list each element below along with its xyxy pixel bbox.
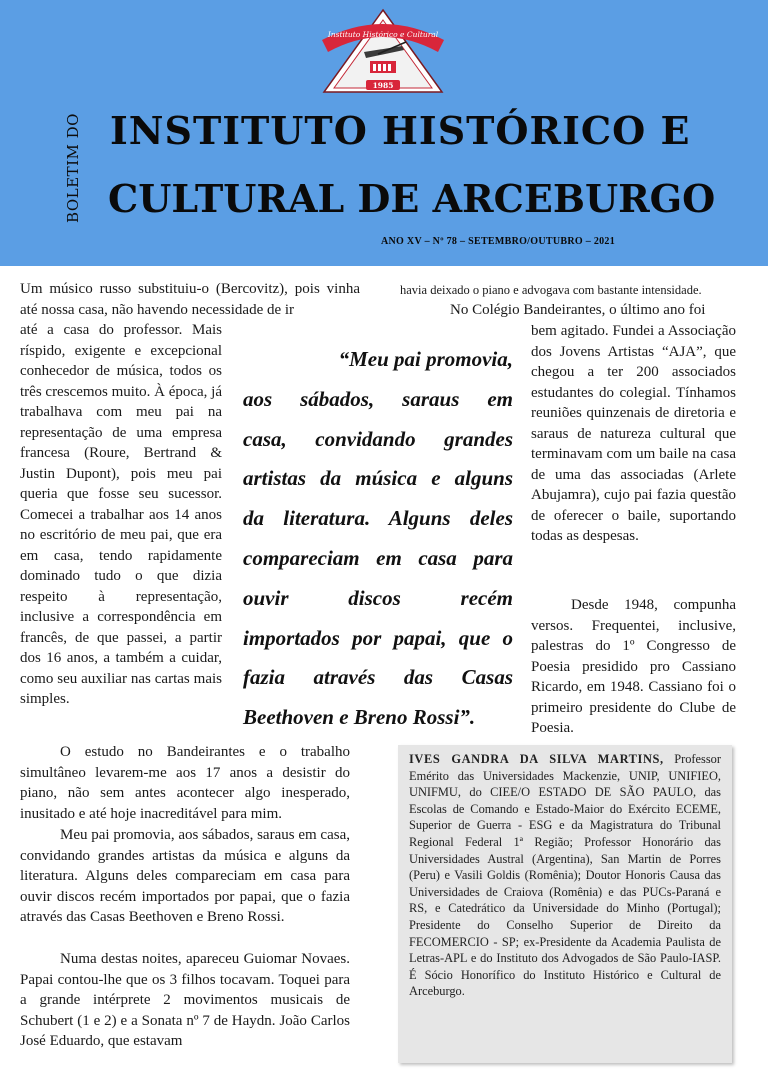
article-col2-para1: bem agitado. Fundei a Associação dos Jovens Artistas “AJA”, que chegou a ter 200 associados estudantes do colegial. Tínhamos reuniões quinzenais de diretoria e saraus de natureza cultural que terminavam com um baile na casa de uma das associadas (Arlete Abujamra), cujo pai fazia questão de oferecer o baile, suportando todas as despesas. [531, 323, 736, 544]
pull-quote-line: compareciam em casa para [243, 545, 513, 570]
issue-info: ANO XV – Nº 78 – SETEMBRO/OUTUBRO – 2021 [381, 236, 616, 247]
author-bio-text [398, 745, 732, 1000]
masthead [0, 0, 768, 266]
article-col1-narrow: até a casa do professor. Mais ríspido, exigente e excepcional conhecedor de música, todos os três crescemos muito. À época, já trabalhava com meu pai na representação de uma empresa francesa (Roure, Bertrand & Justin Dupont), pois meu pai queria que fosse seu sucessor. Comecei a trabalhar aos 14 anos no escritório de meu pai, que era em casa, tendo rapidamente dominado tudo o que dizia respeito à representação, inclusive a correspondência em francês, de que passei, a partir dos 16 anos, a também a cuidar, como seu auxiliar nas cartas mais simples. [20, 322, 223, 707]
logo-ribbon-text: Instituto Histórico e Cultural [327, 30, 439, 39]
vertical-label: BOLETIM DO [64, 113, 83, 223]
article-col2-intro: No Colégio Bandeirantes, o último ano foi [450, 302, 706, 318]
pull-quote [243, 340, 513, 738]
pull-quote-line: Beethoven e Breno Rossi”. [243, 705, 476, 730]
pull-quote-line: da literatura. Alguns deles [243, 506, 513, 531]
article-col2-para2: Desde 1948, compunha versos. Frequentei, inclusive, palestras do 1º Congresso de Poesia presidido pro Cassiano Ricardo, em 1948. Cassiano foi o primeiro presidente do Clube de Poesia. [531, 597, 736, 736]
article-col1-para4: Numa destas noites, apareceu Guiomar Novaes. Papai contou-lhe que os 3 filhos tocavam. Toquei para a grande intérprete 2 movimentos musicais de Schubert (1 e 2) e a Sonata nº 7 de Haydn. João Carlos José Eduardo, que estavam [20, 951, 350, 1049]
pull-quote-line: importados por papai, que o [243, 625, 513, 650]
pull-quote-line: aos sábados, saraus em [243, 386, 513, 411]
article-col1-para2: O estudo no Bandeirantes e o trabalho simultâneo levarem-me aos 17 anos a desistir do piano, não sem antes acontecer algo inesperado, inusitado e até hoje inacreditável para mim. [20, 744, 350, 822]
article-col2-top: havia deixado o piano e advogava com bastante intensidade. [400, 283, 702, 297]
masthead-title-line2: CULTURAL DE ARCEBURGO [108, 176, 716, 221]
article-col1-para3: Meu pai promovia, aos sábados, saraus em casa, convidando grandes artistas da música e alguns da literatura. Alguns deles compareciam em casa para ouvir discos recém importados por papai, que o fazia através das Casas Beethoven e Breno Rossi. [20, 827, 350, 925]
pull-quote-line: artistas da música e alguns [243, 466, 513, 491]
logo-founded-year: 1985 [372, 81, 394, 90]
pull-quote-line: casa, convidando grandes [243, 426, 513, 451]
author-bio-box [398, 745, 732, 1063]
pull-quote-line: fazia através das Casas [243, 665, 513, 690]
author-credentials: Professor Emérito das Universidades Mackenzie, UNIP, UNIFIEO, UNIFMU, do CIEE/O ESTADO DE SÃO PAULO, das Escolas de Comando e Estado-Maior do Exército ECEME, Superior de Guerra - ESG e da Magistratura do Tribunal Regional Federal 1ª Região; Professor Honorário das Universidades Austral (Argentina), San Martin de Porres (Peru) e Vasili Goldis (Romênia); Doutor Honoris Causa das Universidades de Craiova (Romênia) e das PUCs-Paraná e RS, e Catedrático da Universidade do Minho (Portugal); Presidente do Conselho Superior de Direito da FECOMERCIO - SP; ex-Presidente da Academia Paulista de Letras-APL e do Instituto dos Advogados de São Paulo-IASP. É Sócio Honorífico do Instituto Histórico e Cultural de Arceburgo. [409, 752, 721, 999]
masthead-title-line1: INSTITUTO HISTÓRICO E [110, 108, 691, 153]
pull-quote-line: “Meu pai promovia, [338, 347, 513, 371]
institute-logo [318, 6, 448, 98]
author-name: IVES GANDRA DA SILVA MARTINS, [409, 752, 664, 766]
pull-quote-line: ouvir discos recém [243, 585, 513, 610]
building-icon [370, 61, 396, 73]
article-col1-top: Um músico russo substituiu-o (Bercovitz), pois vinha até nossa casa, não havendo necessidade de ir [20, 281, 360, 318]
